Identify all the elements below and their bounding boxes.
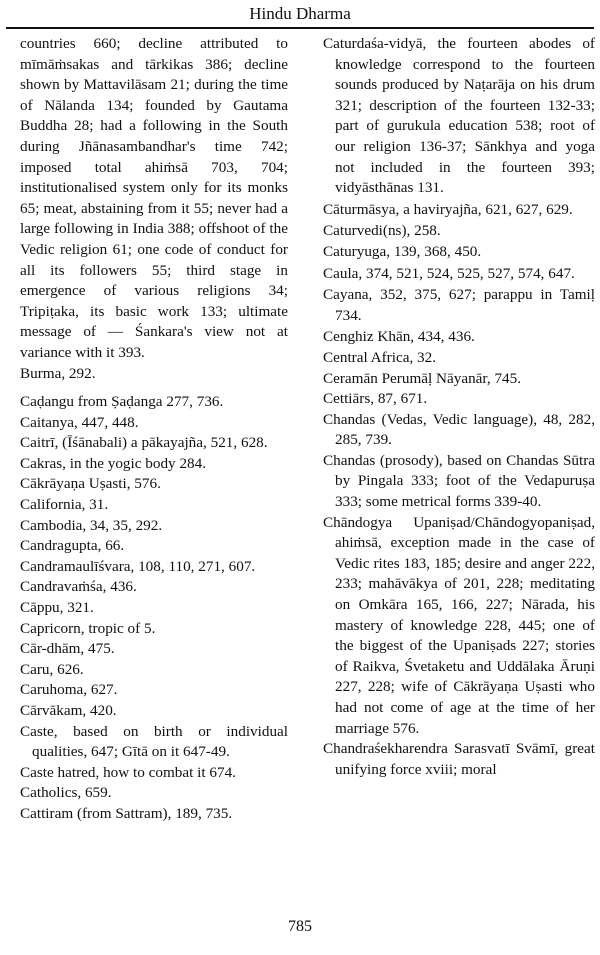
index-entry: Caturdaśa-vidyā, the fourteen abodes of knowledge correspond to the fourteen sounds produced by Naṭarāja on his drum 321; description of the fourteen 132-33; part of gurukula education 538; root of our religion 136-37; Sānkhya and yoga not included in the fourteen 393; vidyāsthānas 131. — [323, 35, 595, 197]
index-entry: Cākrāyaṇa Uṣasti, 576. — [20, 475, 161, 493]
index-entry: Caturyuga, 139, 368, 450. — [323, 242, 482, 260]
index-entry: Cāppu, 321. — [20, 599, 94, 617]
index-entry: Cayana, 352, 375, 627; parappu in Tamiḷ 734. — [323, 286, 595, 324]
index-entry: Caitanya, 447, 448. — [20, 413, 139, 431]
index-entry: Cettiārs, 87, 671. — [323, 390, 428, 408]
running-header: Hindu Dharma — [249, 4, 351, 23]
index-entry: Cattiram (from Sattram), 189, 735. — [20, 804, 233, 822]
index-entry: Chandas (prosody), based on Chandas Sūtra by Pingala 333; foot of the Vedapuruṣa 333; some metrical forms 339-40. — [323, 451, 595, 511]
header-rule — [6, 27, 594, 29]
index-entry: Caḍangu from Ṣaḍanga 277, 736. — [20, 393, 224, 411]
index-entry: Cambodia, 34, 35, 292. — [20, 516, 163, 534]
index-entry: Cār-dhām, 475. — [20, 640, 115, 658]
index-entry: Caturvedi(ns), 258. — [323, 222, 441, 240]
index-entry: Caste, based on birth or individual qualities, 647; Gītā on it 647-49. — [20, 722, 288, 761]
index-entry: Caruhoma, 627. — [20, 681, 118, 699]
index-column-left — [20, 34, 288, 825]
index-entry: Chandraśekharendra Sarasvatī Svāmī, great unifying force xviii; moral — [323, 740, 595, 778]
index-entry: Caula, 374, 521, 524, 525, 527, 574, 647. — [323, 264, 575, 282]
index-entry: Central Africa, 32. — [323, 348, 437, 366]
index-entry-continuation: countries 660; decline attributed to mīmāṁsakas and tārkikas 386; decline shown by Mattavilāsam 21; during the time of Nālanda 134; founded by Gautama Buddha 28; had a following in the South during Jñānasambandhar's time 742; imposed total ahiṁsā 703, 704; institutionalised system only for its monks 65; meat, abstaining from it 55; never had a large following in India 388; offshoot of the Vedic religion 61; one code of conduct for all its followers 55; third stage in emergence of various religions 34; Tripiṭaka, its basic work 133; ultimate message of — Śankara's view not at variance with it 393. — [20, 35, 288, 361]
index-entry: Caste hatred, how to combat it 674. — [20, 763, 236, 781]
index-column-right — [323, 34, 595, 780]
index-entry: Candravaṁśa, 436. — [20, 578, 137, 596]
index-entry: Cāturmāsya, a haviryajña, 621, 627, 629. — [323, 200, 573, 218]
index-entry: Capricorn, tropic of 5. — [20, 619, 156, 637]
index-entry: Chandas (Vedas, Vedic language), 48, 282, 285, 739. — [323, 410, 595, 449]
index-entry: Burma, 292. — [20, 364, 96, 382]
index-entry: Ceramān Perumāḷ Nāyanār, 745. — [323, 369, 522, 387]
index-entry: Chāndogya Upaniṣad/Chāndogyopaniṣad, ahiṁsā, exception made in the case of Vedic rites 183, 185; desire and anger 222, 233; mahāvākya of 201, 228; meditating on Omkāra 165, 166, 227; Nārada, his mastery of knowledge 228, 445; one of the biggest of the Upaniṣads 227; stories of Raikva, Śvetaketu and Uddālaka Āruṇi 227, 228; wife of Cākrāyaṇa Uṣasti who had not come of age at the time of her marriage 576. — [323, 513, 595, 737]
index-entry: Cenghiz Khān, 434, 436. — [323, 328, 475, 346]
index-entry: Catholics, 659. — [20, 784, 112, 802]
index-entry: Cārvākam, 420. — [20, 702, 117, 719]
index-entry: Cakras, in the yogic body 284. — [20, 454, 207, 472]
page-number: 785 — [288, 918, 312, 935]
index-entry: Candragupta, 66. — [20, 537, 125, 555]
index-entry: Candramaulīśvara, 108, 110, 271, 607. — [20, 557, 256, 575]
index-entry: Caitrī, (Īśānabali) a pākayajña, 521, 628. — [20, 434, 268, 452]
index-entry: California, 31. — [20, 496, 109, 514]
index-entry: Caru, 626. — [20, 660, 84, 678]
